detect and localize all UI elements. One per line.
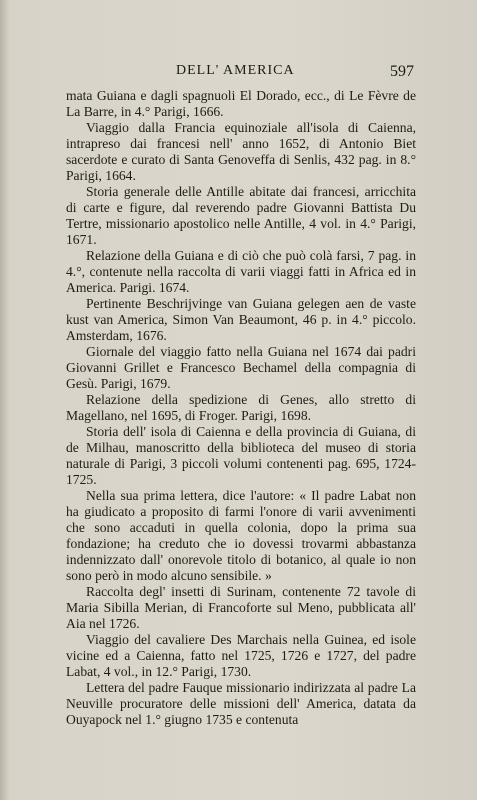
paragraph: mata Guiana e dagli spagnuoli El Dorado, ecc., di Le Fèvre de La Barre, in 4.° Parigi, 1666. (66, 88, 416, 119)
paragraph: Viaggio dalla Francia equinoziale all'isola di Caienna, intrapreso dai francesi nell' anno 1652, di Antonio Biet sacerdote e curato di Santa Genoveffa di Senlis, 432 pag. in 8.° Parigi, 1664. (66, 120, 416, 183)
paragraph: Lettera del padre Fauque missionario indirizzata al padre La Neuville procuratore delle missioni dell' America, datata da Ouyapock nel 1.° giugno 1735 e contenuta (66, 680, 416, 727)
paragraph: Storia generale delle Antille abitate dai francesi, arricchita di carte e figure, dal reverendo padre Giovanni Battista Du Tertre, missionario apostolico nelle Antille, 4 vol. in 4.° Parigi, 1671. (66, 184, 416, 247)
paragraph: Raccolta degl' insetti di Surinam, contenente 72 tavole di Maria Sibilla Merian, di Francoforte sul Meno, pubblicata all' Aia nel 1726. (66, 584, 416, 631)
paragraph: Pertinente Beschrijvinge van Guiana gelegen aen de vaste kust van America, Simon Van Beaumont, 46 p. in 4.° piccolo. Amsterdam, 1676. (66, 296, 416, 343)
paragraph-quote: Nella sua prima lettera, dice l'autore: « Il padre Labat non ha giudicato a proposito di farmi l'onore di varii avvenimenti che sono accaduti in quella colonia, dopo la prima sua fondazione; ha creduto che io dovessi trovarmi abbastanza indennizzato dall' onorevole titolo di botanico, al quale io non sono però in modo alcuno sensibile. » (66, 488, 416, 583)
paragraph: Viaggio del cavaliere Des Marchais nella Guinea, ed isole vicine ed a Caienna, fatto nel 1725, 1726 e 1727, del padre Labat, 4 vol., in 12.° Parigi, 1730. (66, 632, 416, 679)
body-text (66, 88, 416, 728)
page-header (0, 63, 477, 85)
paragraph: Storia dell' isola di Caienna e della provincia di Guiana, di de Milhau, manoscritto della biblioteca del museo di storia naturale di Parigi, 3 piccoli volumi contenenti pag. 695, 1724-1725. (66, 424, 416, 487)
paragraph: Relazione della spedizione di Genes, allo stretto di Magellano, nel 1695, di Froger. Parigi, 1698. (66, 392, 416, 423)
paragraph: Relazione della Guiana e di ciò che può colà farsi, 7 pag. in 4.°, contenute nella raccolta di varii viaggi fatti in Africa ed in America. Parigi. 1674. (66, 248, 416, 295)
page-number: 597 (390, 63, 414, 80)
paragraph: Giornale del viaggio fatto nella Guiana nel 1674 dai padri Giovanni Grillet e Francesco Bechamel della compagnia di Gesù. Parigi, 1679. (66, 344, 416, 391)
running-head: DELL' AMERICA (176, 63, 295, 78)
